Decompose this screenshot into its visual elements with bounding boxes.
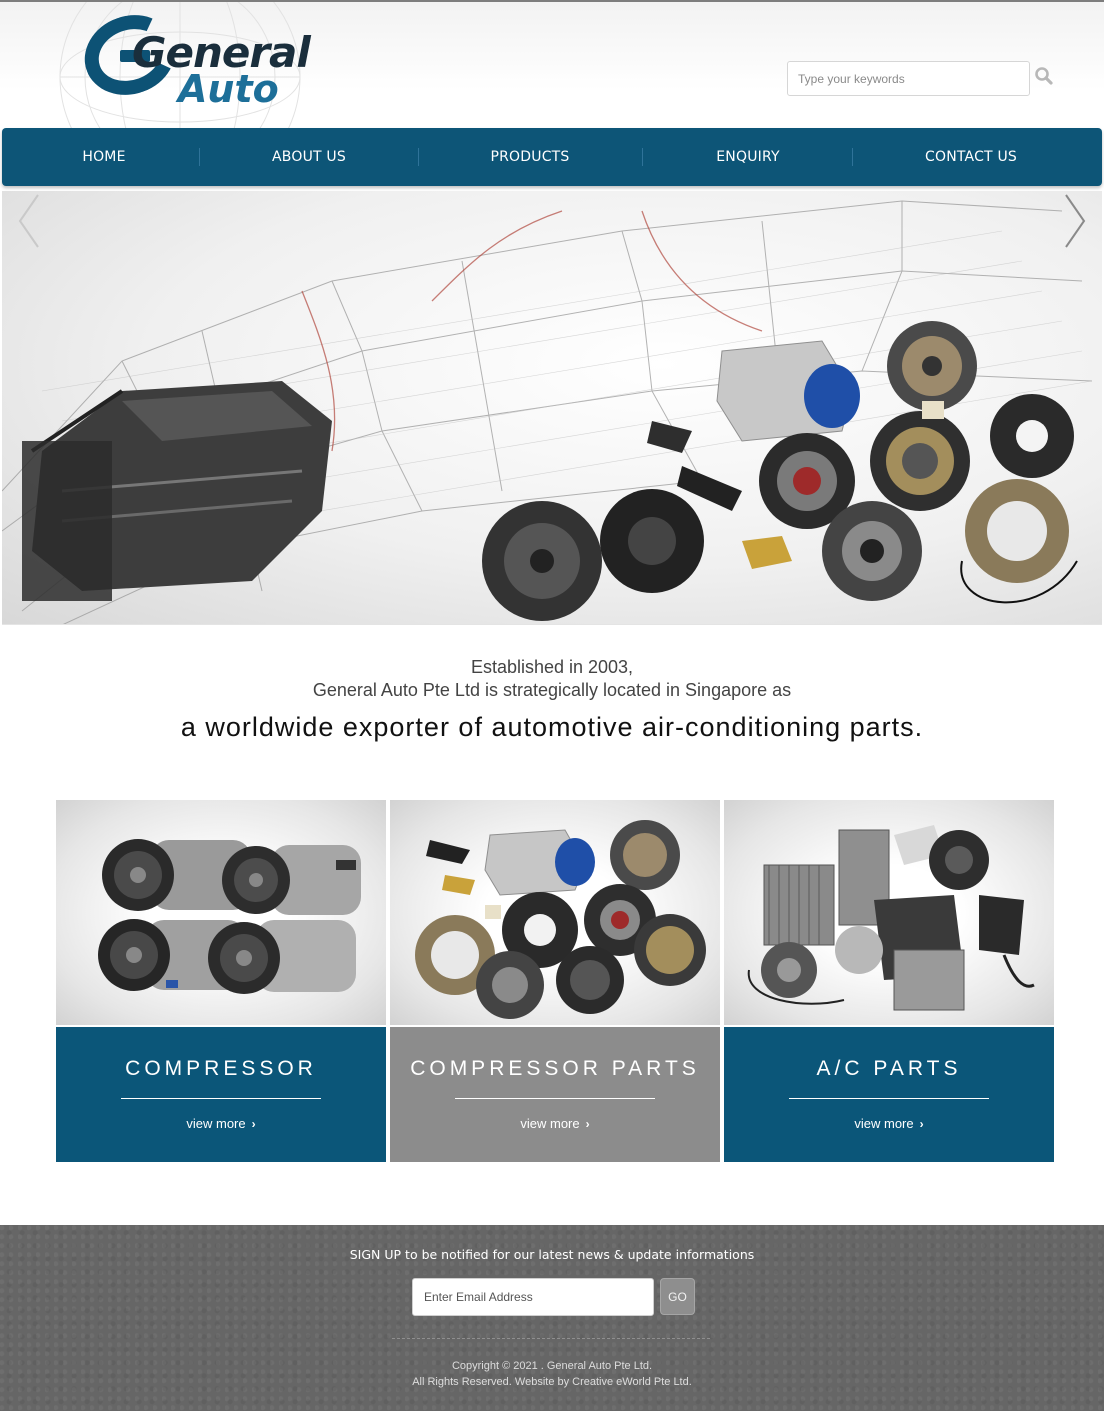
- logo-text-line1: General: [132, 28, 310, 77]
- search-icon[interactable]: [1034, 66, 1054, 86]
- product-divider: [789, 1098, 989, 1099]
- product-divider: [455, 1098, 655, 1099]
- go-button[interactable]: GO: [660, 1278, 695, 1315]
- intro-tagline: a worldwide exporter of automotive air-conditioning parts.: [180, 712, 924, 742]
- product-image-ac-parts: [724, 800, 1054, 1025]
- nav-separator: [852, 148, 853, 166]
- hero-banner: [2, 191, 1102, 625]
- logo-text-line2: Auto: [178, 67, 279, 111]
- view-more-link-ac-parts[interactable]: [724, 1116, 1054, 1131]
- intro-line-1: Established in 2003,: [470, 657, 634, 677]
- footer-divider: [392, 1338, 710, 1339]
- view-more-label: view more: [854, 1116, 914, 1131]
- product-panel-compressor-parts: [390, 1027, 720, 1162]
- product-card-compressor-parts[interactable]: [390, 800, 720, 1162]
- nav-separator: [199, 148, 200, 166]
- copyright-text: Copyright © 2021 . General Auto Pte Ltd.: [451, 1360, 653, 1372]
- newsletter-signup-text: SIGN UP to be notified for our latest news & update informations: [349, 1247, 755, 1262]
- search-input[interactable]: [787, 61, 1030, 96]
- site-header: [0, 2, 1104, 128]
- product-title-ac-parts: A/C PARTS: [816, 1057, 962, 1080]
- nav-item-contact-us[interactable]: CONTACT US: [925, 149, 1017, 165]
- chevron-left-icon[interactable]: [14, 191, 44, 251]
- view-more-link-compressor-parts[interactable]: [390, 1116, 720, 1131]
- product-panel-ac-parts: [724, 1027, 1054, 1162]
- product-image-compressor: [56, 800, 386, 1025]
- product-image-compressor-parts: [390, 800, 720, 1025]
- nav-item-enquiry[interactable]: ENQUIRY: [716, 149, 780, 165]
- email-input[interactable]: [412, 1278, 654, 1316]
- banner-image: [2, 191, 1102, 625]
- product-title-compressor: COMPRESSOR: [125, 1057, 317, 1080]
- product-card-compressor[interactable]: [56, 800, 386, 1162]
- product-card-ac-parts[interactable]: [724, 800, 1054, 1162]
- chevron-right-icon[interactable]: [1060, 191, 1090, 251]
- product-panel-compressor: [56, 1027, 386, 1162]
- main-nav: [2, 128, 1102, 186]
- logo[interactable]: [80, 14, 320, 114]
- nav-separator: [642, 148, 643, 166]
- product-divider: [121, 1098, 321, 1099]
- view-more-label: view more: [520, 1116, 580, 1131]
- nav-item-home[interactable]: HOME: [82, 149, 126, 165]
- rights-text: All Rights Reserved. Website by Creative eWorld Pte Ltd.: [412, 1376, 692, 1388]
- nav-separator: [418, 148, 419, 166]
- chevron-right-icon: ›: [585, 1117, 590, 1131]
- nav-item-products[interactable]: PRODUCTS: [490, 149, 570, 165]
- view-more-label: view more: [186, 1116, 246, 1131]
- product-title-compressor-parts: COMPRESSOR PARTS: [410, 1057, 700, 1080]
- intro-line-2: General Auto Pte Ltd is strategically located in Singapore as: [312, 680, 792, 700]
- chevron-right-icon: ›: [251, 1117, 256, 1131]
- chevron-right-icon: ›: [919, 1117, 924, 1131]
- site-footer: [0, 1225, 1104, 1411]
- nav-item-about-us[interactable]: ABOUT US: [272, 149, 346, 165]
- view-more-link-compressor[interactable]: [56, 1116, 386, 1131]
